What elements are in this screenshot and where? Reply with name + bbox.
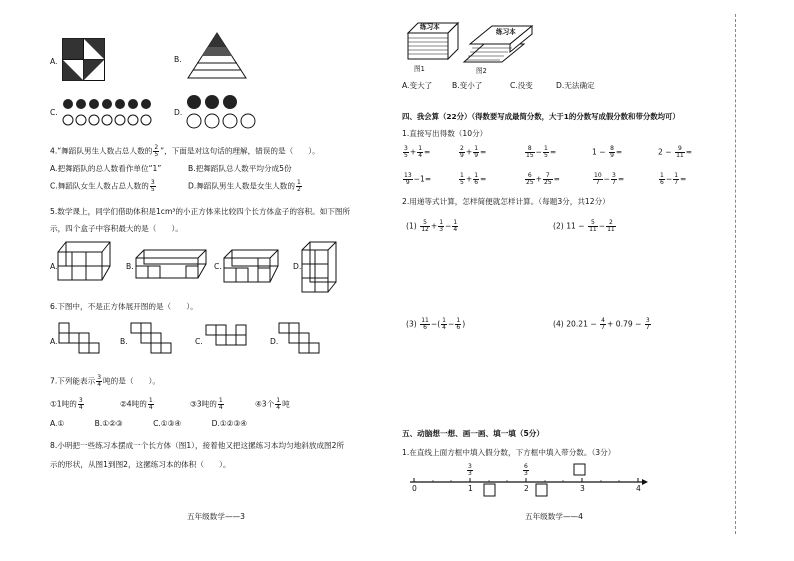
calc-r2-c1: $\frac{13}{9}$ −1=	[404, 172, 432, 186]
q8-line2: 示的形状，从图1到图2，这摞练习本的体积（ ）。	[50, 460, 231, 469]
answer-box-lower-1[interactable]	[484, 484, 495, 496]
numline-tick-0: 0	[412, 484, 417, 493]
q6-net-c	[205, 324, 251, 352]
q4-stem: 4.“舞蹈队男生人数占总人数的 $\frac{2}{5}$ ”，下面是对这句话的理解，错误的是（ ）。	[50, 144, 320, 158]
calc-r1-c4: 1 − $\frac{8}{9}$ =	[592, 145, 623, 159]
q3-option-d[interactable]: D.	[174, 108, 183, 117]
q5-option-d[interactable]: D.	[293, 262, 302, 271]
section-4-sub2: 2.用递等式计算，怎样简便就怎样计算。（每题3分，共12分）	[402, 197, 610, 206]
q5-line1: 5.数学课上，同学们借助体积是1cm³的小正方体来比较四个长方体盒子的容积。如下图所	[50, 207, 351, 216]
figure-2-caption: 图2	[476, 67, 487, 75]
q3-figure-a-square	[62, 38, 106, 82]
calc-r2-c4: $\frac{10}{7}$ − $\frac{3}{7}$ =	[594, 172, 625, 186]
q6-net-a	[58, 322, 106, 356]
left-page-footer: 五年级数学——3	[187, 512, 245, 521]
problem-4: (4) 20.21 − $\frac{4}{7}$ + 0.79 − $\frac{3}{7}$	[553, 317, 650, 331]
q3-figure-c-apples	[62, 96, 154, 128]
q8-option-a[interactable]: A.变大了	[402, 81, 433, 90]
q3-figure-b-triangle	[186, 32, 248, 80]
q5-option-b[interactable]: B.	[126, 262, 134, 271]
q6-stem: 6.下图中，不是正方体展开图的是（ ）。	[50, 302, 198, 311]
numline-tick-3: 3	[580, 484, 585, 493]
q4-option-c[interactable]: C.舞蹈队女生人数占总人数的 $\frac{3}{5}$	[50, 179, 155, 193]
q5-box-a	[56, 240, 114, 282]
q4-option-d[interactable]: D.舞蹈队男生人数是女生人数的 $\frac{1}{2}$	[188, 179, 301, 193]
q7-item-4: ④3个 $\frac{1}{4}$ 吨	[255, 397, 290, 411]
q5-box-b	[134, 248, 210, 280]
page-fold-divider	[735, 14, 736, 534]
q6-net-b	[130, 322, 174, 356]
q7-item-1: ①1吨的 $\frac{3}{4}$	[50, 397, 83, 411]
q3-option-b[interactable]: B.	[174, 55, 182, 64]
q5-box-d	[300, 240, 340, 294]
problem-3: (3) $\frac{11}{6}$ −( $\frac{1}{4}$ − $\frac{1}{6}$ )	[406, 317, 466, 331]
section-4-title: 四、我会算（22分）（得数要写成最简分数，大于1的分数写成假分数和带分数均可）	[402, 112, 680, 121]
answer-box-lower-2[interactable]	[536, 484, 547, 496]
calc-r2-c5: $\frac{1}{6}$ − $\frac{1}{7}$ =	[660, 172, 687, 186]
problem-2: (2) 11 − $\frac{5}{11}$ − $\frac{2}{11}$	[553, 219, 615, 233]
calc-r1-c2: $\frac{2}{9}$ + $\frac{1}{9}$ =	[460, 145, 487, 159]
answer-box-upper[interactable]	[574, 464, 585, 475]
q7-stem: 7.下列能表示 $\frac{3}{4}$ 吨的是（ ）。	[50, 374, 160, 388]
numline-mark-1: $\frac{3}{3}$	[468, 463, 472, 477]
problem-1: (1) $\frac{5}{12}$ + $\frac{1}{3}$ − $\frac{1}{4}$	[406, 219, 458, 233]
section-5-title: 五、动脑想一想、画一画、填一填（5分）	[402, 429, 544, 438]
q3-figure-d-circles	[186, 93, 254, 131]
numline-tick-2: 2	[524, 484, 529, 493]
book-label-1: 练习本	[420, 23, 440, 31]
section-4-sub1: 1.直接写出得数（10分）	[402, 129, 488, 138]
calc-r2-c3: $\frac{6}{25}$ + $\frac{7}{25}$ =	[526, 172, 561, 186]
q6-option-b[interactable]: B.	[120, 337, 128, 346]
numline-mark-2: $\frac{6}{3}$	[524, 463, 528, 477]
calc-r1-c1: $\frac{3}{5}$ + $\frac{1}{4}$ =	[404, 145, 431, 159]
q5-option-c[interactable]: C.	[214, 262, 222, 271]
q6-option-c[interactable]: C.	[195, 337, 203, 346]
calc-r1-c5: 2 − $\frac{9}{11}$ =	[658, 145, 693, 159]
numline-tick-1: 1	[468, 484, 473, 493]
q7-item-2: ②4吨的 $\frac{1}{4}$	[120, 397, 153, 411]
figure-1-caption: 图1	[414, 65, 425, 73]
book-label-2: 练习本	[496, 28, 516, 36]
q7-item-3: ③3吨的 $\frac{1}{4}$	[190, 397, 223, 411]
q8-line1: 8.小明把一些练习本摆成一个长方体（图1），接着他又把这摞练习本均匀地斜放成图2所	[50, 441, 345, 450]
q5-box-c	[222, 248, 282, 284]
q5-line2: 示，四个盒子中容积最大的是（ ）。	[50, 224, 183, 233]
q3-option-a[interactable]: A.	[50, 57, 58, 66]
q4-option-a[interactable]: A.把舞蹈队的总人数看作单位“1”	[50, 164, 162, 173]
q6-option-a[interactable]: A.	[50, 337, 58, 346]
right-page-footer: 五年级数学——4	[525, 512, 583, 521]
q8-option-b[interactable]: B.变小了	[452, 81, 483, 90]
q8-option-c[interactable]: C.没变	[510, 81, 533, 90]
q3-option-c[interactable]: C.	[50, 108, 58, 117]
q6-option-d[interactable]: D.	[270, 337, 279, 346]
numline-tick-4: 4	[636, 484, 641, 493]
q6-net-d	[278, 322, 328, 356]
q8-option-d[interactable]: D.无法确定	[556, 81, 595, 90]
q7-choices[interactable]: A.① B.①②③ C.①③④ D.①②③④	[50, 419, 248, 428]
calc-r2-c2: $\frac{1}{5}$ + $\frac{1}{6}$ =	[460, 172, 487, 186]
q4-option-b[interactable]: B.把舞蹈队总人数平均分成5份	[188, 164, 292, 173]
calc-r1-c3: $\frac{8}{15}$ − $\frac{1}{5}$ =	[526, 145, 557, 159]
q5-option-a[interactable]: A.	[50, 262, 58, 271]
section-5-question: 1.在直线上面方框中填入假分数，下方框中填入带分数。（3分）	[402, 448, 616, 457]
